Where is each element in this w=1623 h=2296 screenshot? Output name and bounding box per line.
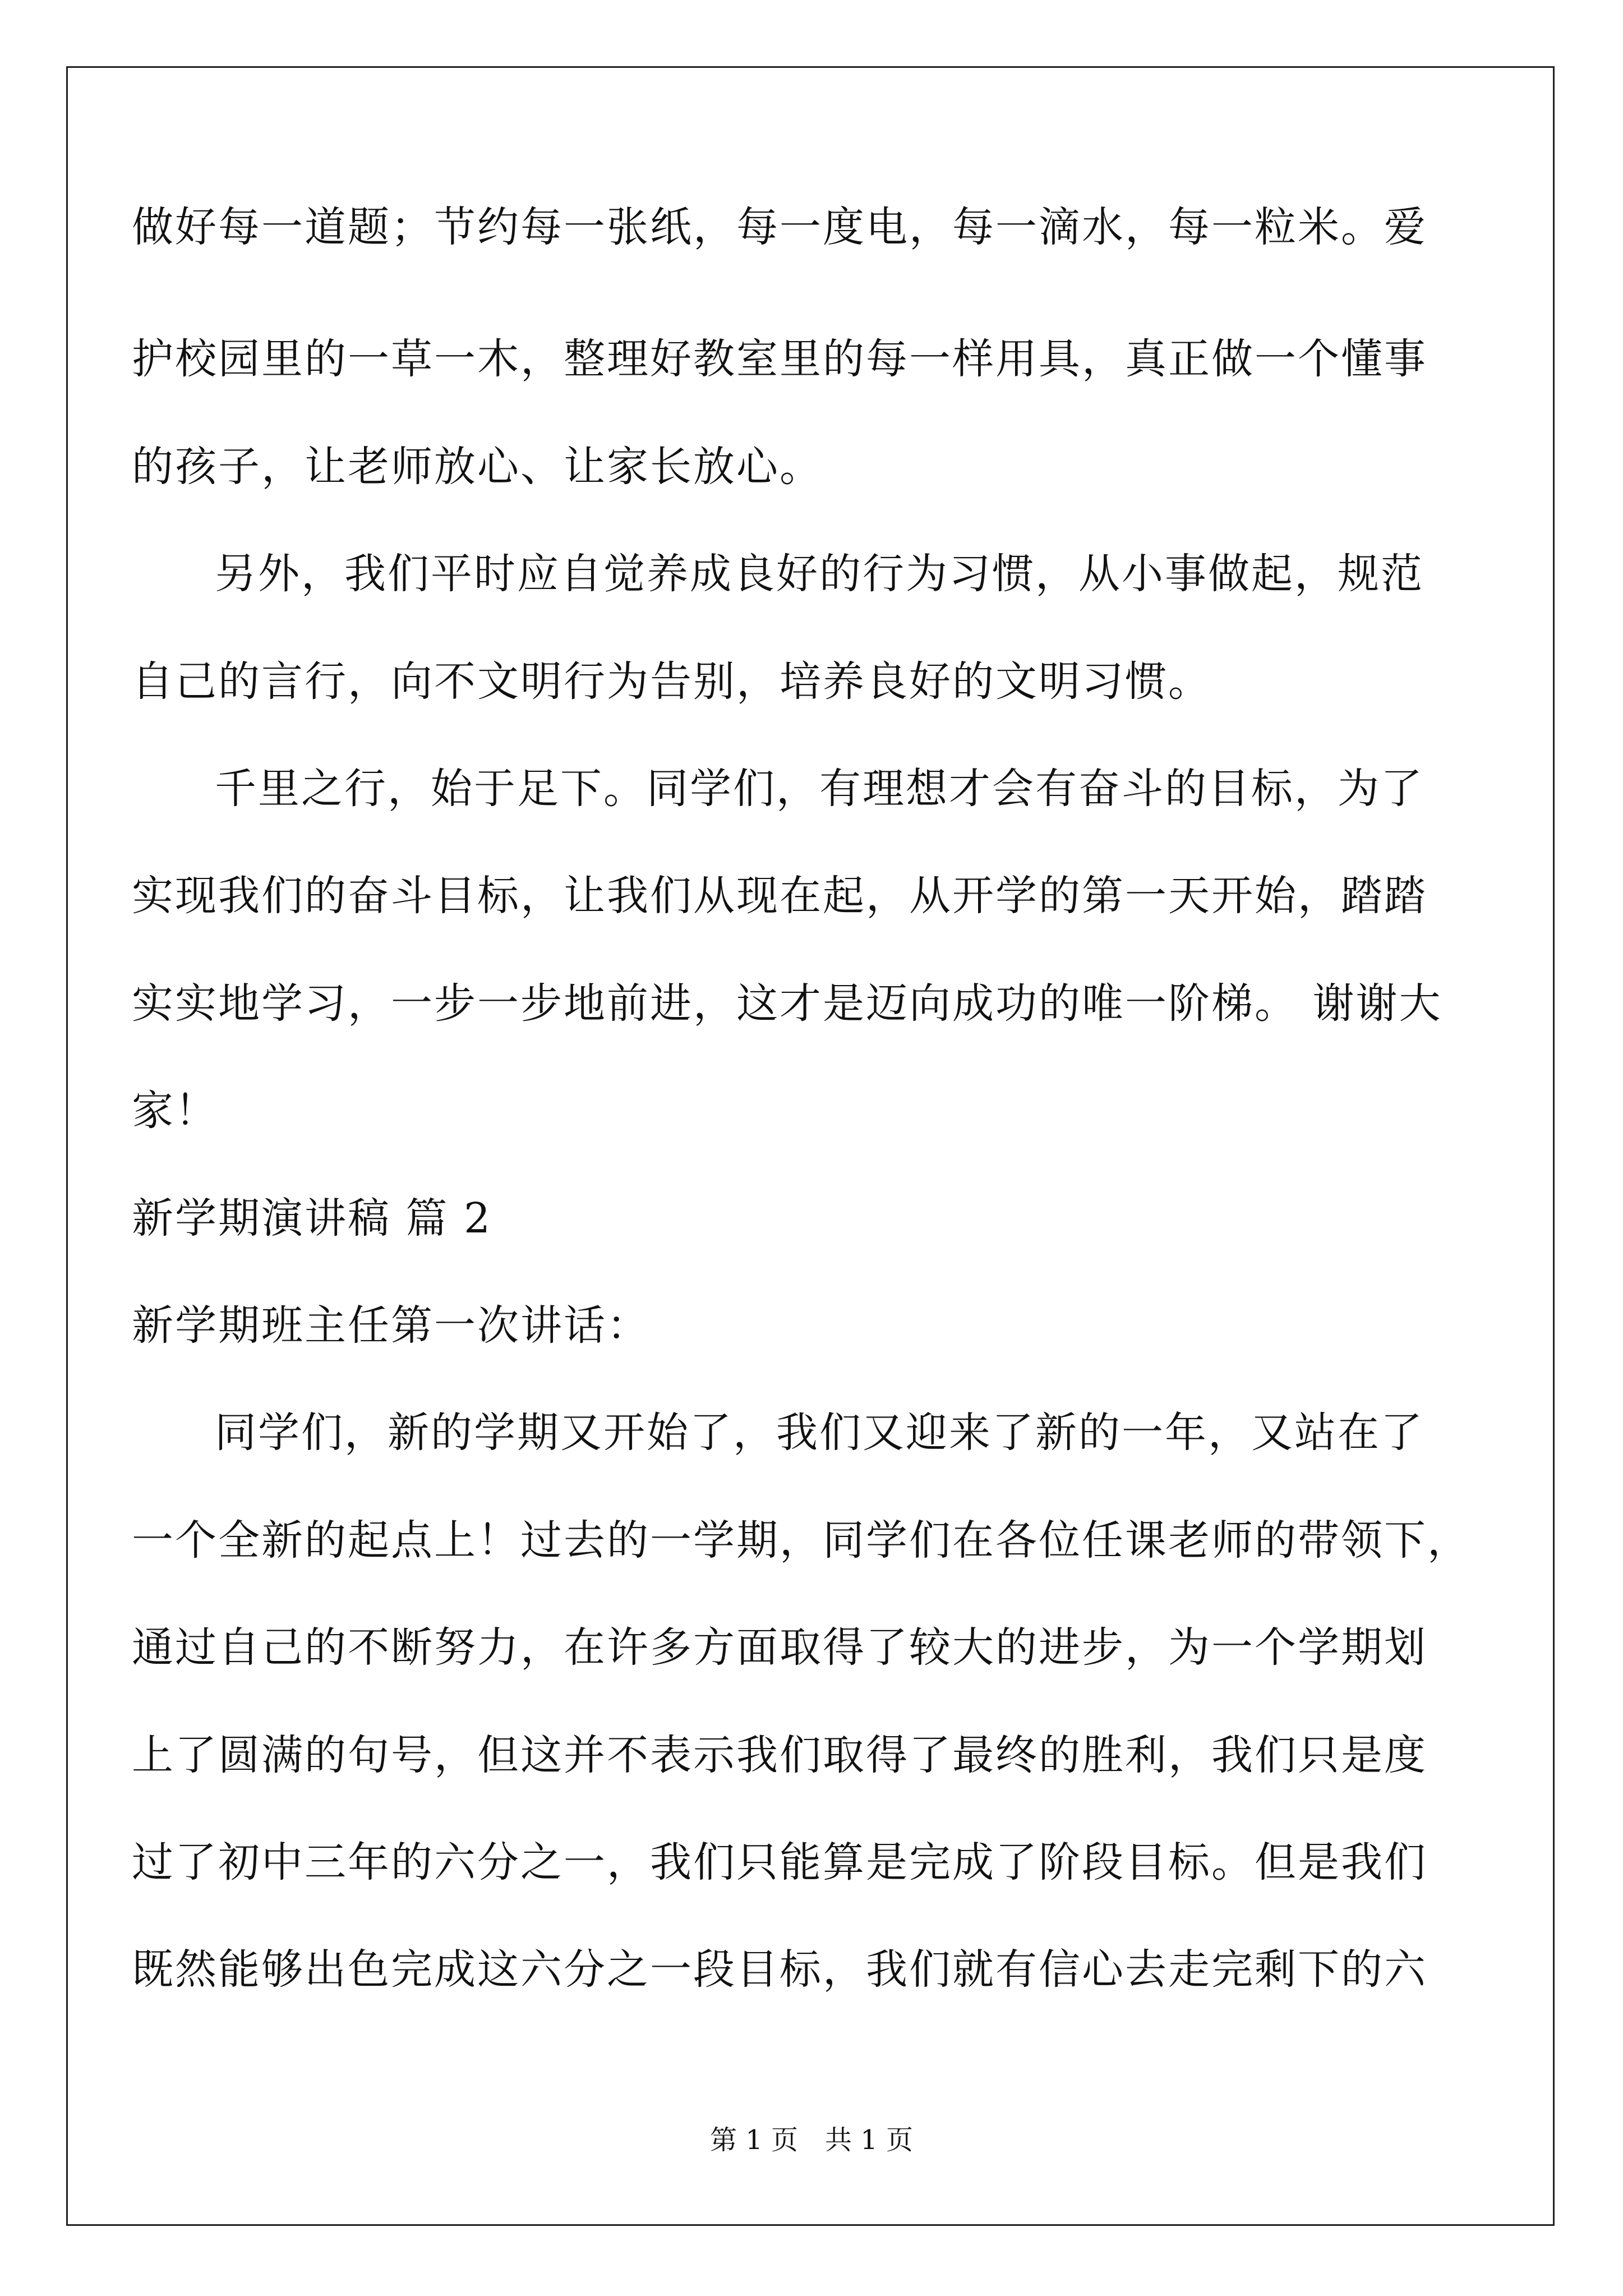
page-border [66,66,1555,2226]
text-line: 一个全新的起点上！过去的一学期，同学们在各位任课老师的带领下， [132,1516,1470,1565]
text-line: 过了初中三年的六分之一，我们只能算是完成了阶段目标。但是我们 [132,1838,1427,1887]
subheading: 新学期班主任第一次讲话： [132,1301,650,1350]
paragraph-start-line: 千里之行，始于足下。同学们，有理想才会有奋斗的目标，为了 [215,765,1424,813]
text-line: 既然能够出色完成这六分之一段目标，我们就有信心去走完剩下的六 [132,1945,1427,1994]
text-line: 做好每一道题；节约每一张纸，每一度电，每一滴水，每一粒米。爱 [132,203,1427,251]
page-footer: 第 1 页 共 1 页 [709,2124,914,2156]
paragraph-start-line: 同学们，新的学期又开始了，我们又迎来了新的一年，又站在了 [215,1409,1424,1457]
text-line: 家！ [132,1087,218,1135]
text-line: 自己的言行，向不文明行为告别，培养良好的文明习惯。 [132,657,1211,706]
text-line: 上了圆满的句号，但这并不表示我们取得了最终的胜利，我们只是度 [132,1731,1427,1779]
text-line: 的孩子，让老师放心、让家长放心。 [132,443,823,491]
text-line: 实现我们的奋斗目标，让我们从现在起，从开学的第一天开始，踏踏 [132,872,1427,920]
paragraph-start-line: 另外，我们平时应自觉养成良好的行为习惯，从小事做起，规范 [215,550,1424,598]
text-line: 实实地学习，一步一步地前进，这才是迈向成功的唯一阶梯。 谢谢大 [132,979,1442,1028]
text-line: 护校园里的一草一木，整理好教室里的每一样用具，真正做一个懂事 [132,335,1427,383]
section-heading: 新学期演讲稿 篇 2 [132,1194,492,1243]
text-line: 通过自己的不断努力，在许多方面取得了较大的进步，为一个学期划 [132,1623,1427,1672]
